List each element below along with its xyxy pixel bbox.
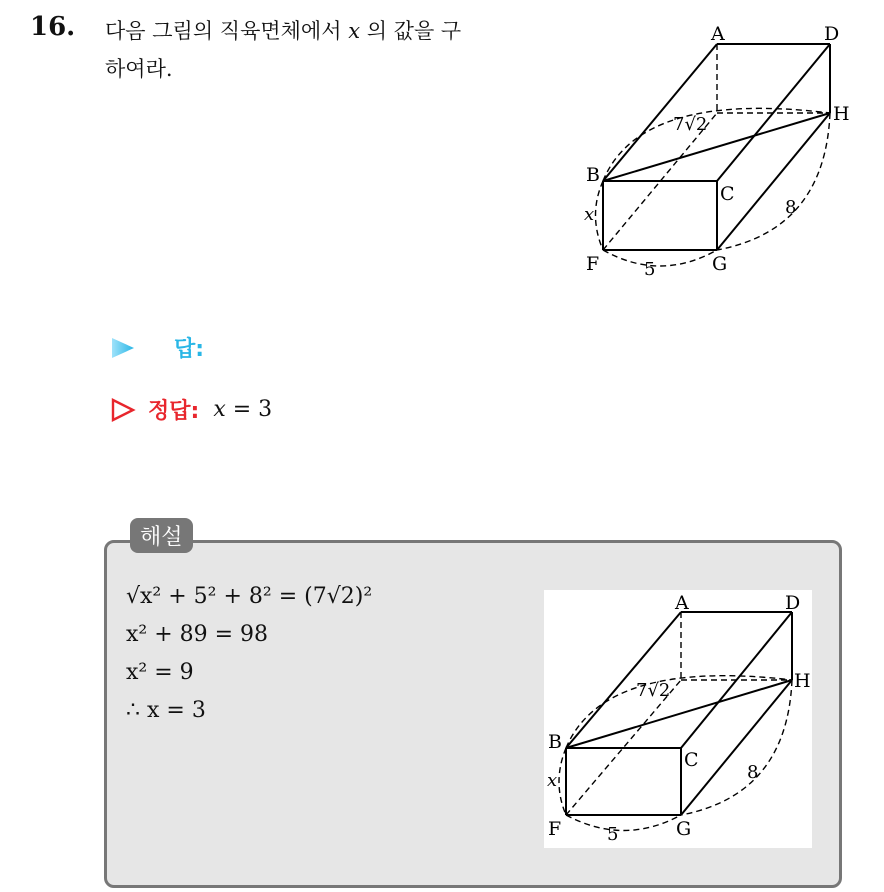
correct-answer-value [213,397,272,422]
label-x: x [584,204,595,225]
answer-label: 답: [174,337,205,362]
label-h: H [833,103,850,125]
sol-label-g: G [676,818,692,840]
correct-answer-variable: x [213,397,226,422]
question-text [105,12,565,88]
solution-line-3: x² = 9 [126,660,194,685]
correct-answer-rest: = 3 [225,397,273,422]
arc-5 [603,250,717,266]
solution-line-1: √x² + 5² + 8² = (7√2)² [126,584,373,609]
sol-label-diagonal: 7√2 [636,680,671,701]
question-text-prefix: 다음 그림의 직육면체에서 [105,19,342,43]
cuboid-figure [580,20,860,285]
sol-label-5: 5 [607,824,619,845]
question-variable: x [348,19,361,43]
solution-cuboid-figure [544,590,812,848]
sol-label-h: H [794,670,811,692]
question-text-line2: 하여라. [105,57,173,81]
sol-label-x: x [547,770,558,791]
sol-label-a: A [675,592,689,614]
sol-edge-hg [681,680,792,815]
question-text-suffix: 의 값을 구 [366,19,462,43]
label-5: 5 [644,259,656,280]
sol-label-c: C [684,749,699,771]
label-diagonal: 7√2 [673,114,708,135]
solution-tag: 해설 [130,518,193,553]
correct-answer-row [110,394,272,425]
label-g: G [712,253,728,275]
sol-label-f: F [548,818,562,840]
sol-label-8: 8 [747,762,759,783]
sol-arc-5 [566,815,681,831]
sol-label-d: D [785,592,801,614]
question-number: 16. [30,12,76,42]
sol-arc-x [559,748,566,815]
label-a: A [711,23,725,45]
label-f: F [586,253,600,275]
diagonal-bh [603,113,830,181]
edge-dc [717,44,830,181]
label-b: B [586,164,600,186]
solution-lines [126,578,372,730]
outline-triangle-icon [110,397,136,423]
play-triangle-icon [110,336,136,360]
label-8: 8 [785,197,797,218]
label-d: D [824,23,840,45]
sol-diagonal-bh [566,680,792,748]
correct-answer-label: 정답: [148,399,200,424]
solution-line-2: x² + 89 = 98 [126,622,269,647]
answer-row [110,332,218,363]
arc-x [596,181,604,250]
sol-label-b: B [548,731,562,753]
solution-line-4: ∴ x = 3 [126,698,206,723]
edge-ab [603,44,717,181]
label-c: C [720,183,735,205]
